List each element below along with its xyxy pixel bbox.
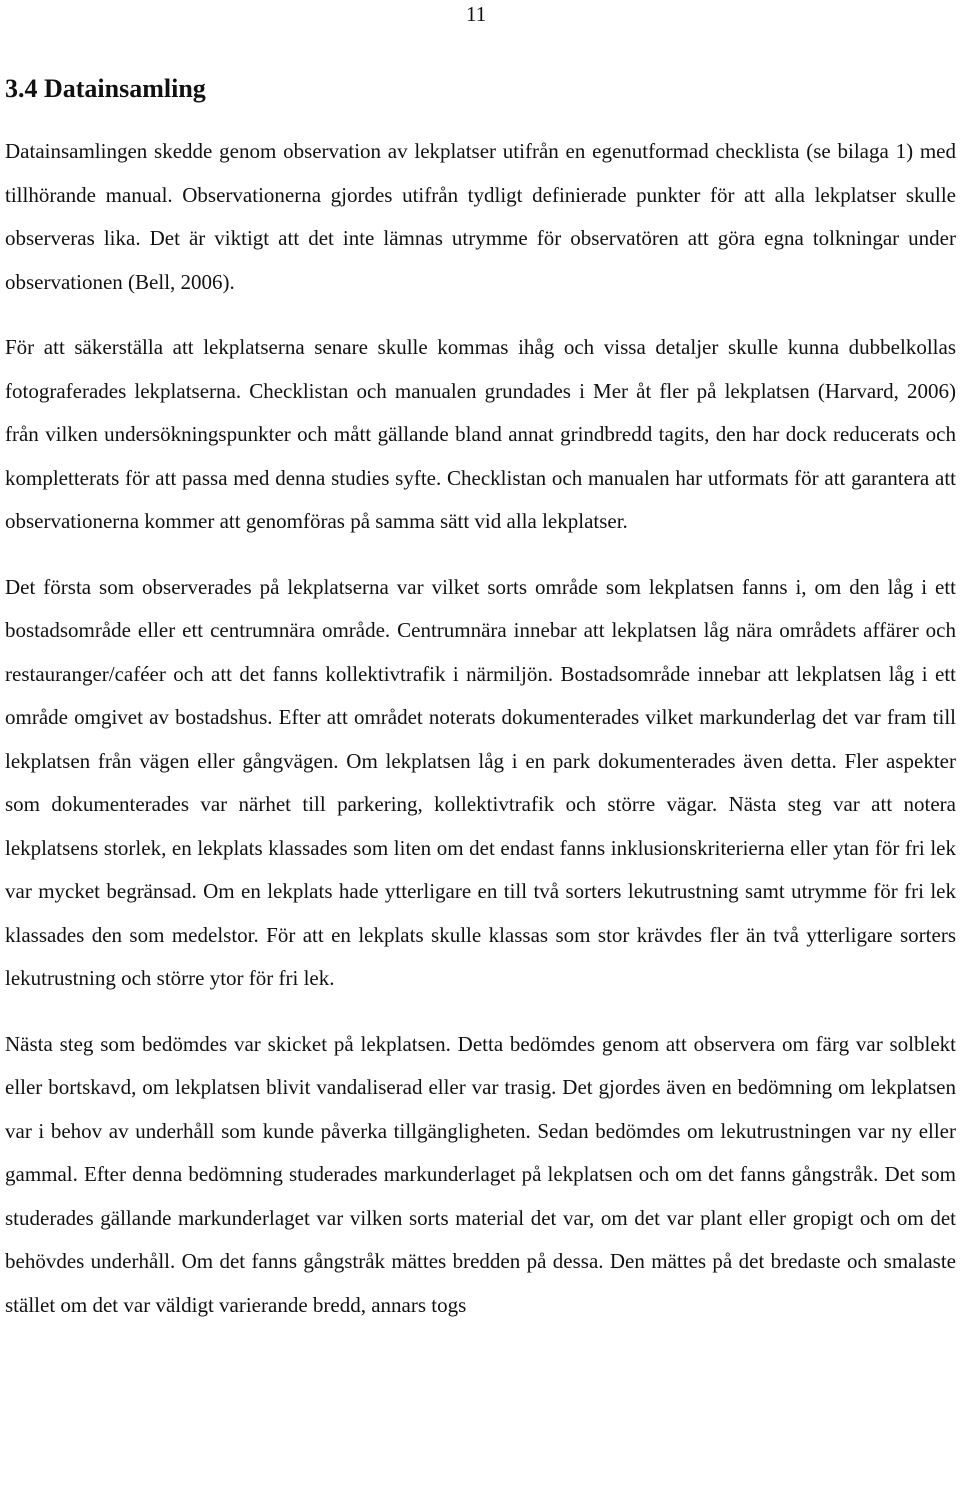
paragraph: För att säkerställa att lekplatserna senare skulle kommas ihåg och vissa detaljer skulle kunna dubbelkollas fotograferades lekplatserna. Checklistan och manualen grundades i Mer åt fler på lekplatsen (Harvard, 2006) från vilken undersökningspunkter och mått gällande bland annat grindbredd tagits, den har dock reducerats och kompletterats för att passa med denna studies syfte. Checklistan och manualen har utformats för att garantera att observationerna kommer att genomföras på samma sätt vid alla lekplatser. bbox=[5, 335, 956, 533]
paragraph: Nästa steg som bedömdes var skicket på lekplatsen. Detta bedömdes genom att observera om färg var solblekt eller bortskavd, om lekplatsen blivit vandaliserad eller var trasig. Det gjordes även en bedömning om lekplatsen var i behov av underhåll som kunde påverka tillgängligheten. Sedan bedömdes om lekutrustningen var ny eller gammal. Efter denna bedömning studerades markunderlaget på lekplatsen och om det fanns gångstråk. Det som studerades gällande markunderlaget var vilken sorts material det var, om det var plant eller gropigt och om det behövdes underhåll. Om det fanns gångstråk mättes bredden på dessa. Den mättes på det bredaste och smalaste stället om det var väldigt varierande bredd, annars togs bbox=[5, 1031, 956, 1317]
paragraph: Datainsamlingen skedde genom observation av lekplatser utifrån en egenutformad checklista (se bilaga 1) med tillhörande manual. Observationerna gjordes utifrån tydligt definierade punkter för att alla lekplatser skulle observeras lika. Det är viktigt att det inte lämnas utrymme för observatören att göra egna tolkningar under observationen (Bell, 2006). bbox=[5, 139, 956, 294]
section-heading: 3.4 Datainsamling bbox=[5, 74, 206, 103]
body-text bbox=[5, 130, 956, 1349]
page-number: 11 bbox=[466, 2, 487, 26]
paragraph: Det första som observerades på lekplatserna var vilket sorts område som lekplatsen fanns i, om den låg i ett bostadsområde eller ett centrumnära område. Centrumnära innebar att lekplatsen låg nära områdets affärer och restauranger/caféer och att det fanns kollektivtrafik i närmiljön. Bostadsområde innebar att lekplatsen låg i ett område omgivet av bostadshus. Efter att området noterats dokumenterades vilket markunderlag det var fram till lekplatsen från vägen eller gångvägen. Om lekplatsen låg i en park dokumenterades även detta. Fler aspekter som dokumenterades var närhet till parkering, kollektivtrafik och större vägar. Nästa steg var att notera lekplatsens storlek, en lekplats klassades som liten om det endast fanns inklusionskriterierna eller ytan för fri lek var mycket begränsad. Om en lekplats hade ytterligare en till två sorters lekutrustning samt utrymme för fri lek klassades den som medelstor. För att en lekplats skulle klassas som stor krävdes fler än två ytterligare sorters lekutrustning och större ytor för fri lek. bbox=[5, 574, 956, 990]
